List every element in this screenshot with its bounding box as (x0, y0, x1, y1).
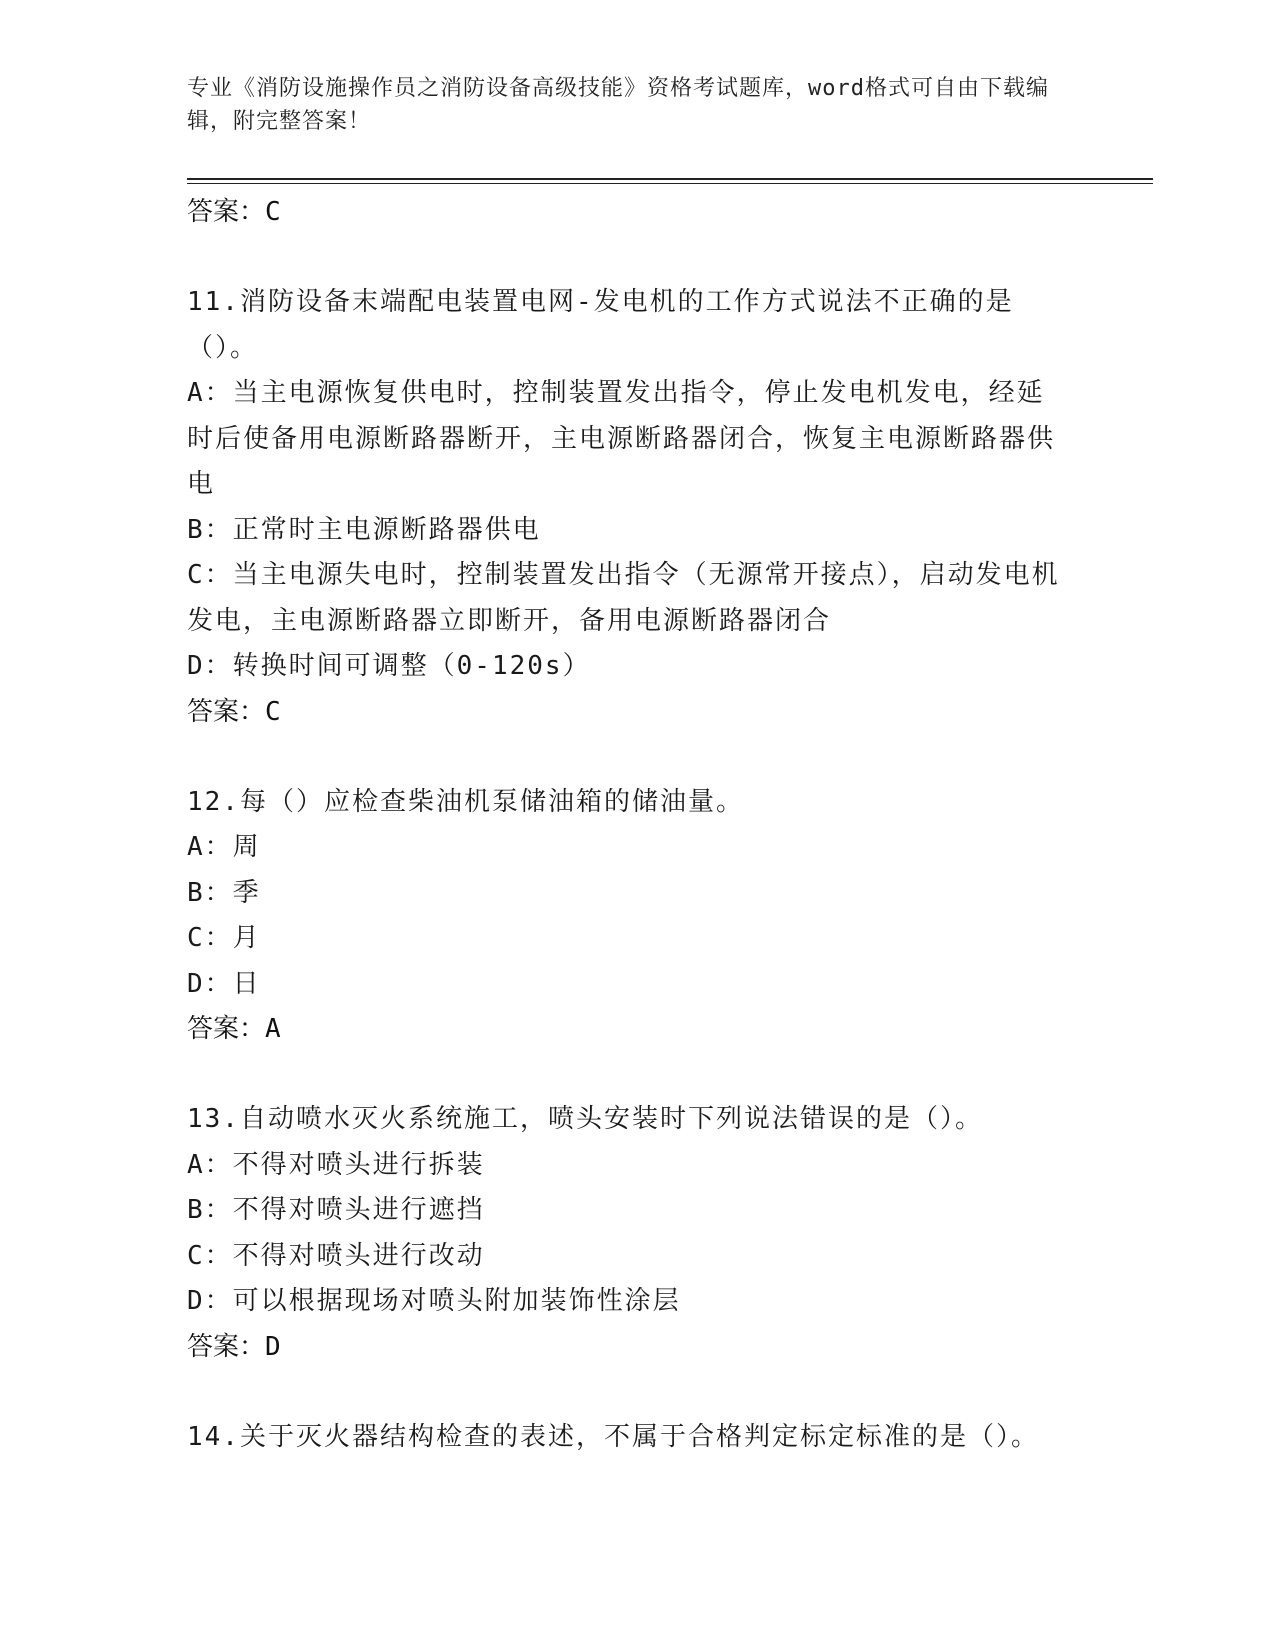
answer-line (187, 1007, 1087, 1051)
answer-value: D (265, 1331, 281, 1362)
option-c: C：不得对喷头进行改动 (187, 1240, 485, 1271)
question-stem: 14.关于灭火器结构检查的表述，不属于合格判定标定标准的是（）。 (187, 1421, 1039, 1452)
answer-value: C (265, 696, 281, 727)
option-c: C：月 (187, 923, 261, 953)
question-block (187, 1097, 1087, 1369)
page-header: 专业《消防设施操作员之消防设备高级技能》资格考试题库，word格式可自由下载编辑，附完整答案！ (187, 76, 1049, 134)
answer-line (187, 690, 1087, 734)
answer-line (187, 190, 1087, 234)
spacer (187, 734, 1087, 780)
option-a: A：周 (187, 832, 261, 862)
answer-label: 答案： (187, 197, 266, 227)
spacer (187, 234, 1087, 280)
option-a: A：当主电源恢复供电时，控制装置发出指令，停止发电机发电，经延时后使备用电源断路器断开，主电源断路器闭合，恢复主电源断路器供电 (187, 378, 1056, 499)
answer-label: 答案： (187, 1014, 266, 1044)
option-d: D：可以根据现场对喷头附加装饰性涂层 (187, 1286, 681, 1316)
option-d: D：日 (187, 968, 261, 999)
question-block (187, 780, 1087, 1052)
option-d: D：转换时间可调整（0-120s） (187, 651, 591, 681)
option-b: B：不得对喷头进行遮挡 (187, 1195, 485, 1225)
answer-value: A (265, 1014, 281, 1044)
spacer (187, 1369, 1087, 1415)
spacer (187, 1051, 1087, 1097)
question-stem: 11.消防设备末端配电装置电网-发电机的工作方式说法不正确的是（）。 (187, 287, 1014, 363)
option-b: B：季 (187, 877, 261, 908)
header-divider-thin (187, 183, 1153, 184)
header-divider-thick (187, 178, 1153, 180)
option-b: B：正常时主电源断路器供电 (187, 514, 541, 545)
question-block (187, 1415, 1087, 1461)
option-a: A：不得对喷头进行拆装 (187, 1149, 485, 1180)
answer-label: 答案： (187, 696, 266, 727)
answer-label: 答案： (187, 1331, 266, 1362)
answer-value: C (265, 197, 281, 227)
option-c: C：当主电源失电时，控制装置发出指令（无源常开接点），启动发电机发电，主电源断路器立即断开，备用电源断路器闭合 (187, 560, 1060, 636)
answer-line (187, 1325, 1087, 1369)
question-stem: 12.每（）应检查柴油机泵储油箱的储油量。 (187, 786, 744, 817)
question-list (187, 190, 1087, 1460)
question-stem: 13.自动喷水灭火系统施工，喷头安装时下列说法错误的是（）。 (187, 1104, 983, 1134)
question-block (187, 280, 1087, 734)
